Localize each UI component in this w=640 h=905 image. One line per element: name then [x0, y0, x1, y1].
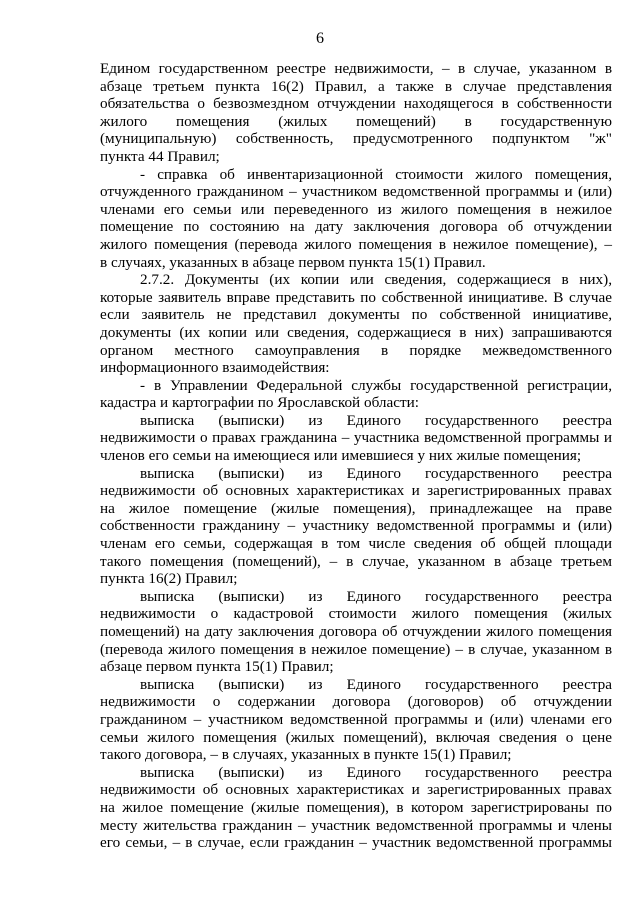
text-line: информационного взаимодействия:: [100, 359, 330, 377]
text-line: такого помещения (помещений), – в случае, указанном в абзаце третьем: [100, 552, 612, 570]
text-line: месту жительства гражданин – участник ведомственной программы и члены: [100, 816, 612, 834]
text-line: выписка (выписки) из Единого государственного реестра: [140, 763, 612, 781]
text-line: членов его семьи на имеющиеся или имевшиеся у них жилые помещения;: [100, 447, 582, 465]
text-line: собственности гражданину – участнику ведомственной программы и (или): [100, 517, 612, 535]
text-line: семьи жилого помещения (жилых помещений), включая сведения о цене: [100, 728, 612, 746]
document-body: [100, 60, 612, 852]
text-line: жилого помещения (перевода жилого помещения в нежилое помещение), –: [100, 235, 612, 253]
text-line: если заявитель не представил документы по собственной инициативе,: [100, 306, 612, 324]
text-line: органом местного самоуправления в порядке межведомственного: [100, 341, 612, 359]
text-line: - справка об инвентаризационной стоимости жилого помещения,: [140, 165, 612, 183]
text-line: членами его семьи или переведенного из жилого помещения в нежилое: [100, 200, 612, 218]
text-line: выписка (выписки) из Единого государственного реестра: [140, 675, 612, 693]
text-line: недвижимости о содержании договора (договоров) об отчуждении: [100, 693, 612, 711]
text-line: обязательства о безвозмездном отчуждении находящегося в собственности: [100, 95, 612, 113]
text-line: документы (их копии или сведения, содержащиеся в них) запрашиваются: [100, 323, 612, 341]
text-line: такого договора, – в случаях, указанных в пункте 15(1) Правил;: [100, 746, 512, 764]
text-line: гражданином – участником ведомственной программы и (или) членами его: [100, 710, 612, 728]
text-line: - в Управлении Федеральной службы государственной регистрации,: [140, 376, 612, 394]
text-line: жилого помещения (жилых помещений) в государственную: [100, 112, 612, 130]
text-line: пункта 16(2) Правил;: [100, 570, 238, 588]
text-line: выписка (выписки) из Единого государственного реестра: [140, 464, 612, 482]
text-line: отчужденного гражданином – участником ведомственной программы и (или): [100, 183, 612, 201]
text-line: (муниципальную) собственность, предусмотренного подпунктом "ж": [100, 130, 612, 148]
text-line: членам его семьи, содержащая в том числе сведения об общей площади: [100, 535, 612, 553]
text-line: выписка (выписки) из Единого государственного реестра: [140, 587, 612, 605]
text-line: Едином государственном реестре недвижимости, – в случае, указанном в: [100, 60, 612, 77]
text-line: на жилое помещение (жилые помещения), в котором зарегистрированы по: [100, 798, 612, 816]
page-number: 6: [316, 30, 324, 47]
text-line: абзаце первом пункта 15(1) Правил;: [100, 658, 334, 676]
text-line: выписка (выписки) из Единого государственного реестра: [140, 411, 612, 429]
text-line: пункта 44 Правил;: [100, 147, 220, 165]
text-line: в случаях, указанных в абзаце первом пункта 15(1) Правил.: [100, 253, 486, 271]
text-line: абзаце третьем пункта 16(2) Правил, а также в случае представления: [100, 77, 612, 95]
text-line: на жилое помещение (жилые помещения), принадлежащее на праве: [100, 499, 612, 517]
text-line: недвижимости о кадастровой стоимости жилого помещения (жилых: [100, 605, 612, 623]
text-line: помещений) на дату заключения договора об отчуждении жилого помещения: [100, 623, 612, 640]
text-line: недвижимости об основных характеристиках и зарегистрированных правах: [100, 781, 612, 799]
text-line: (перевода жилого помещения в нежилое помещение) – в случае, указанном в: [100, 640, 612, 658]
text-line: его семьи, – в случае, если гражданин – участник ведомственной программы: [100, 834, 612, 852]
text-line: кадастра и картографии по Ярославской области:: [100, 394, 419, 412]
text-line: которые заявитель вправе представить по собственной инициативе. В случае: [100, 288, 612, 306]
text-line: 2.7.2. Документы (их копии или сведения, содержащиеся в них),: [140, 271, 612, 289]
text-line: недвижимости о правах гражданина – участника ведомственной программы и: [100, 429, 612, 447]
text-line: помещение по состоянию на дату заключения договора об отчуждении: [100, 218, 612, 236]
text-line: недвижимости об основных характеристиках и зарегистрированных правах: [100, 482, 612, 500]
